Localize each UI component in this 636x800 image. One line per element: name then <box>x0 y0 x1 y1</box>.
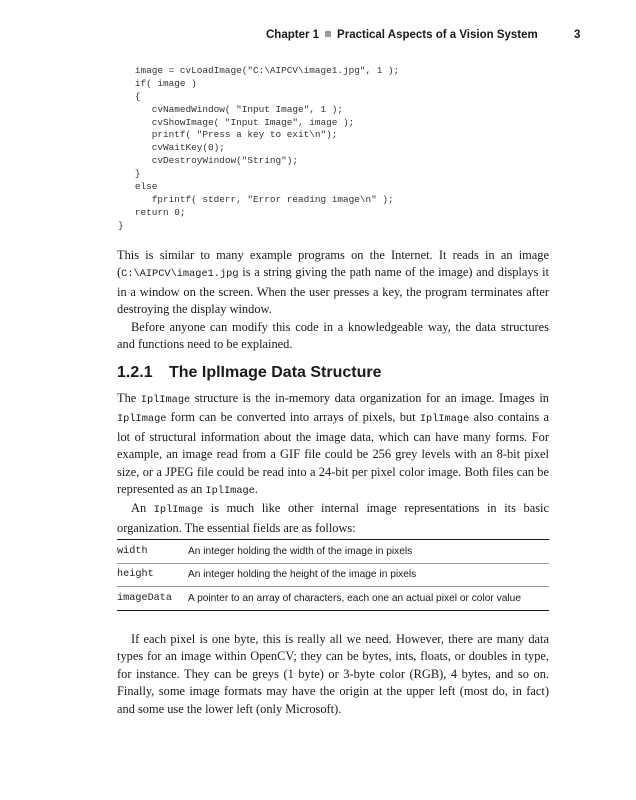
inline-code: IplImage <box>205 485 255 498</box>
text-run: The <box>117 391 141 405</box>
text-run: also contains a lot of structural information about the image data, which can have many forms. For example, an image read from a GIF file could be 256 grey levels with an 8-bit pixel size, or a JPEG file could be read into a 24-bit per pixel color image. Both files can be represented as an <box>117 410 549 497</box>
table-row <box>117 540 549 564</box>
field-name: imageData <box>117 587 188 611</box>
text-run: This is similar to many example programs on the Internet. It reads in an image ( <box>117 248 549 280</box>
text-run: form can be converted into arrays of pixels, but <box>166 410 420 425</box>
code-line: cvShowImage( "Input Image", image ); <box>118 116 355 128</box>
code-line: } <box>118 168 141 180</box>
section-text <box>117 390 549 537</box>
chapter-name: Practical Aspects of a Vision System <box>337 29 538 41</box>
inline-code: IplImage <box>140 394 191 406</box>
fields-table <box>117 539 549 611</box>
code-line: cvNamedWindow( "Input Image", 1 ); <box>118 103 344 115</box>
chapter-label: Chapter 1 <box>266 29 320 41</box>
closing-text <box>117 631 549 718</box>
text-run: structure is the in-memory data organization for an image. Images in <box>190 391 549 405</box>
code-line: if( image ) <box>118 77 197 89</box>
field-description: A pointer to an array of characters, each one an actual pixel or color value <box>188 587 549 611</box>
text-run: . <box>254 482 258 497</box>
code-listing <box>118 65 399 233</box>
paragraph-4 <box>117 500 549 537</box>
code-line: image = cvLoadImage("C:\AIPCV\image1.jpg", 1 ); <box>118 65 400 76</box>
table-row <box>117 563 549 587</box>
intro-text <box>117 247 549 353</box>
inline-code: C:\AIPCV\image1.jpg <box>121 268 239 281</box>
paragraph-5: If each pixel is one byte, this is really all we need. However, there are many data types for an image within OpenCV; they can be bytes, ints, floats, or doubles in type, for instance. They can be greys (1 byte) or 3-byte color (RGB), 4 bytes, and so on. Finally, some image formats may have the origin at the upper left (most do, in fact) and some use the lower left (only Microsoft). <box>117 632 549 716</box>
page-number: 3 <box>574 29 581 41</box>
running-header <box>0 29 636 49</box>
field-name: height <box>117 563 188 587</box>
inline-code: IplImage <box>153 504 204 517</box>
chapter-title <box>266 29 538 41</box>
section-title: The IplImage Data Structure <box>169 364 382 381</box>
code-line: { <box>118 90 141 102</box>
field-description: An integer holding the height of the image in pixels <box>188 563 549 587</box>
table-row <box>117 587 549 611</box>
paragraph-2: Before anyone can modify this code in a knowledgeable way, the data structures and functions need to be explained. <box>117 319 549 352</box>
code-line: } <box>118 219 124 231</box>
field-description: An integer holding the width of the image in pixels <box>188 540 549 564</box>
inline-code: IplImage <box>117 413 167 426</box>
code-line: cvWaitKey(0); <box>118 142 225 154</box>
code-line: cvDestroyWindow("String"); <box>118 155 299 167</box>
text-run: An <box>131 501 154 516</box>
section-heading <box>117 364 382 382</box>
text-run: is much like other internal image representations in its basic organization. The essential fields are as follows: <box>117 501 549 535</box>
code-line: printf( "Press a key to exit\n"); <box>118 129 338 141</box>
inline-code: IplImage <box>419 413 470 426</box>
paragraph-3 <box>117 390 549 500</box>
code-line: else <box>118 181 158 193</box>
code-line: return 0; <box>118 206 186 218</box>
code-line: fprintf( stderr, "Error reading image\n" ); <box>118 193 394 205</box>
text-run: is a string giving the path name of the image) and displays it in a window on the screen. When the user presses a key, the program terminates after destroying the display window. <box>117 265 549 317</box>
square-bullet-icon <box>325 31 331 37</box>
section-number: 1.2.1 <box>117 364 153 381</box>
field-name: width <box>117 540 188 564</box>
paragraph-1 <box>117 247 549 319</box>
